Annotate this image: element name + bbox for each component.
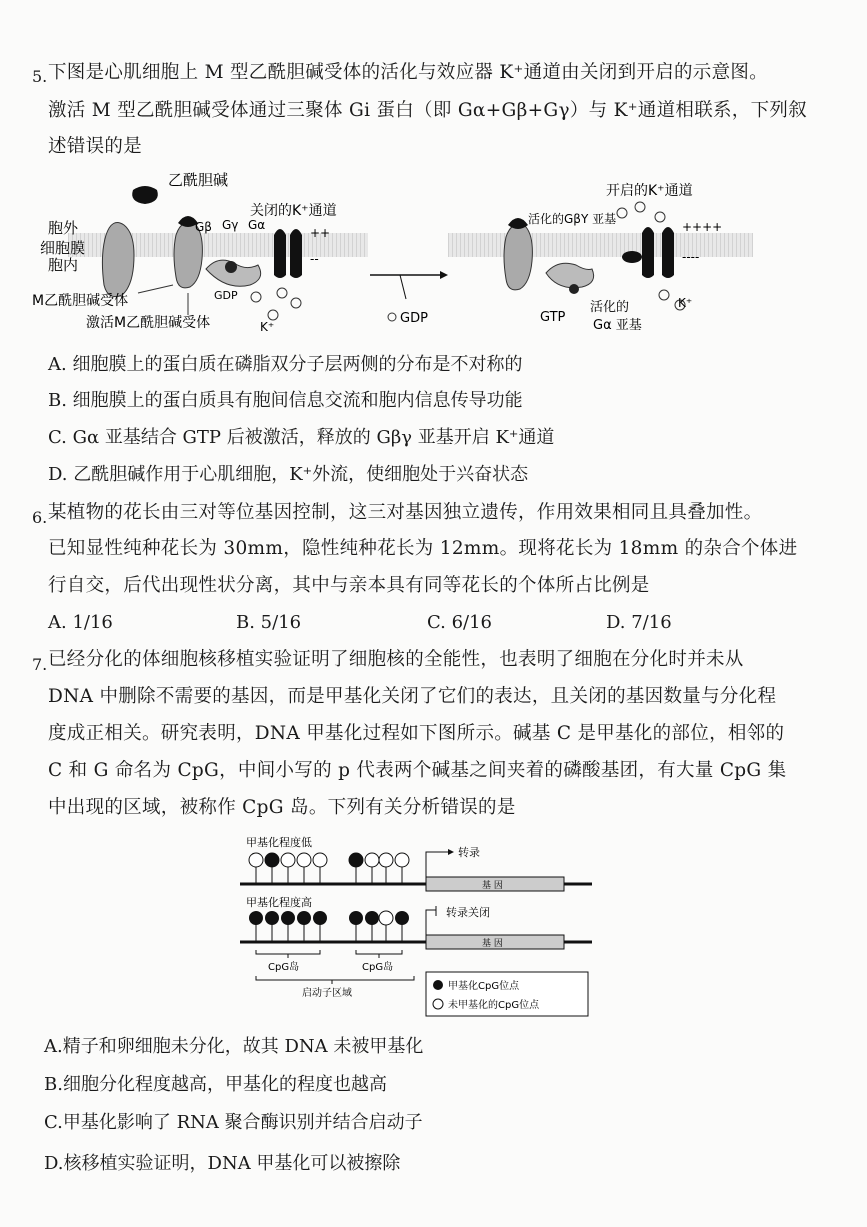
q6-stem-line2: 已知显性纯种花长为 30mm，隐性纯种花长为 12mm。现将花长为 18mm 的杂合个体进 — [48, 538, 798, 559]
q7-option-c[interactable]: C.甲基化影响了 RNA 聚合酶识别并结合启动子 — [44, 1112, 423, 1133]
legend-methyl-label: 甲基化CpG位点 — [448, 981, 520, 992]
unmethylated-site — [395, 853, 409, 867]
k-ion — [291, 298, 301, 308]
unmethylated-site — [379, 911, 393, 925]
q7-stem-line4: C 和 G 命名为 CpG，中间小写的 p 代表两个碱基之间夹着的磷酸基团，有大量 CpG 集 — [48, 760, 787, 781]
plus4-label: ++++ — [682, 220, 723, 234]
unmethylated-site — [379, 853, 393, 867]
gtp-dot — [569, 284, 579, 294]
gdp-release-label: GDP — [400, 311, 428, 326]
q5-stem-line3: 述错误的是 — [48, 136, 143, 157]
q5-option-c[interactable]: C. Gα 亚基结合 GTP 后被激活，释放的 Gβγ 亚基开启 K⁺通道 — [48, 427, 555, 448]
closed-channel-left — [274, 229, 286, 278]
q6-number: 6. — [32, 508, 48, 527]
unmethylated-site — [249, 853, 263, 867]
gdp-release-dot — [388, 313, 396, 321]
legend-methyl-icon — [433, 980, 443, 990]
transcribe-off-label: 转录关闭 — [446, 906, 490, 919]
methylated-site — [349, 911, 363, 925]
cpg-island-2-label: CpG岛 — [362, 962, 394, 973]
q6-option-b[interactable]: B. 5/16 — [236, 612, 302, 633]
q6-stem-line3: 行自交，后代出现性状分离，其中与亲本具有同等花长的个体所占比例是 — [48, 575, 650, 596]
q7-option-a[interactable]: A.精子和卵细胞未分化，故其 DNA 未被甲基化 — [44, 1036, 424, 1057]
q6-option-d[interactable]: D. 7/16 — [606, 612, 672, 633]
transcribe-arrow — [426, 852, 448, 880]
unmethylated-site — [313, 853, 327, 867]
inside-label: 胞内 — [48, 256, 79, 274]
gby-subunit — [622, 251, 642, 263]
ach-label: 乙酰胆碱 — [168, 171, 229, 189]
k-ion — [268, 310, 278, 320]
q6-option-a[interactable]: A. 1/16 — [48, 612, 113, 633]
k-ion — [251, 292, 261, 302]
k-ion-out — [635, 202, 645, 212]
plus-label: ++ — [310, 226, 331, 240]
methylated-site — [265, 911, 279, 925]
active-receptor-label: 激活M乙酰胆碱受体 — [86, 315, 211, 331]
q6-option-c[interactable]: C. 6/16 — [427, 612, 492, 633]
q7-option-b[interactable]: B.细胞分化程度越高，甲基化的程度也越高 — [44, 1074, 387, 1095]
active-ga-label-1: 活化的 — [590, 300, 630, 315]
closed-channel-right — [290, 229, 302, 278]
active-gby-label: 活化的GβY 亚基 — [528, 212, 617, 226]
k-label: K⁺ — [260, 320, 275, 334]
q5-option-a[interactable]: A. 细胞膜上的蛋白质在磷脂双分子层两侧的分布是不对称的 — [48, 354, 523, 375]
low-methyl-label: 甲基化程度低 — [246, 836, 312, 849]
methylated-site — [265, 853, 279, 867]
minus-label: -- — [310, 252, 319, 266]
q6-stem-line1: 某植物的花长由三对等位基因控制，这三对基因独立遗传，作用效果相同且具叠加性。 — [48, 502, 763, 523]
active-ga-label-2: Gα 亚基 — [593, 318, 642, 333]
open-k-label: 开启的K⁺通道 — [606, 183, 693, 199]
gdp-label: GDP — [214, 289, 238, 302]
open-channel-right — [662, 227, 674, 278]
membrane-label: 细胞膜 — [40, 239, 86, 257]
transcribe-label: 转录 — [458, 846, 480, 859]
gdp-release-arrow — [400, 275, 406, 299]
receptor-label: M乙酰胆碱受体 — [32, 293, 129, 309]
gb-label: Gβ — [195, 220, 212, 234]
unmethylated-site — [365, 853, 379, 867]
methylated-site — [297, 911, 311, 925]
q5-stem-line2: 激活 M 型乙酰胆碱受体通过三聚体 Gi 蛋白（即 Gα+Gβ+Gγ）与 K⁺通道相联系，下列叙 — [48, 100, 807, 121]
gg-label: Gγ — [222, 218, 239, 232]
open-channel-left — [642, 227, 654, 278]
cpg-island-1-label: CpG岛 — [268, 962, 300, 973]
q7-stem-line5: 中出现的区域，被称作 CpG 岛。下列有关分析错误的是 — [48, 797, 516, 818]
outside-label: 胞外 — [48, 219, 79, 237]
q5-figure — [28, 165, 788, 340]
receptor-shape — [102, 223, 134, 297]
ach-molecule — [132, 186, 158, 204]
promoter-label: 启动子区域 — [302, 988, 352, 999]
row1-sites — [249, 853, 409, 884]
reaction-arrowhead — [440, 271, 448, 279]
gene-label-bottom: 基 因 — [482, 939, 503, 949]
closed-k-label: 关闭的K⁺通道 — [250, 203, 337, 219]
right-membrane — [448, 233, 753, 257]
k-ion-in — [659, 290, 669, 300]
methylated-site — [395, 911, 409, 925]
q7-methylation-figure — [236, 830, 596, 1020]
q7-stem-line3: 度成正相关。研究表明，DNA 甲基化过程如下图所示。碱基 C 是甲基化的部位，相邻的 — [48, 723, 785, 744]
q7-number: 7. — [32, 655, 48, 674]
active-ga-shape — [546, 263, 594, 288]
methylated-site — [349, 853, 363, 867]
ga-label: Gα — [248, 218, 266, 232]
methylated-site — [249, 911, 263, 925]
receptor-pointer — [138, 285, 173, 293]
k-ion-out — [655, 212, 665, 222]
q7-stem-line1: 已经分化的体细胞核移植实验证明了细胞核的全能性，也表明了细胞在分化时并未从 — [48, 649, 744, 670]
methylated-site — [365, 911, 379, 925]
unmethylated-site — [297, 853, 311, 867]
methylated-site — [313, 911, 327, 925]
legend-unmethyl-icon — [433, 999, 443, 1009]
minus4-label: ---- — [682, 250, 700, 264]
q5-stem-line1: 下图是心肌细胞上 M 型乙酰胆碱受体的活化与效应器 K⁺通道由关闭到开启的示意图。 — [48, 62, 768, 83]
k2-label: K⁺ — [678, 296, 693, 310]
transcribe-off-mark — [426, 910, 436, 938]
right-receptor-shape — [504, 225, 532, 290]
methylated-site — [281, 911, 295, 925]
q7-option-d[interactable]: D.核移植实验证明，DNA 甲基化可以被擦除 — [44, 1153, 401, 1174]
unmethylated-site — [281, 853, 295, 867]
gdp-dot — [225, 261, 237, 273]
high-methyl-label: 甲基化程度高 — [246, 896, 312, 909]
gtp-label: GTP — [540, 310, 566, 325]
row2-sites — [249, 911, 409, 942]
q5-number: 5. — [32, 67, 48, 86]
k-ion-out — [617, 208, 627, 218]
q5-option-d[interactable]: D. 乙酰胆碱作用于心肌细胞，K⁺外流，使细胞处于兴奋状态 — [48, 464, 529, 485]
gene-label-top: 基 因 — [482, 881, 503, 891]
k-ion — [277, 288, 287, 298]
q5-option-b[interactable]: B. 细胞膜上的蛋白质具有胞间信息交流和胞内信息传导功能 — [48, 390, 523, 411]
legend-unmethyl-label: 未甲基化的CpG位点 — [448, 1000, 540, 1011]
q7-stem-line2: DNA 中删除不需要的基因，而是甲基化关闭了它们的表达，且关闭的基因数量与分化程 — [48, 686, 777, 707]
